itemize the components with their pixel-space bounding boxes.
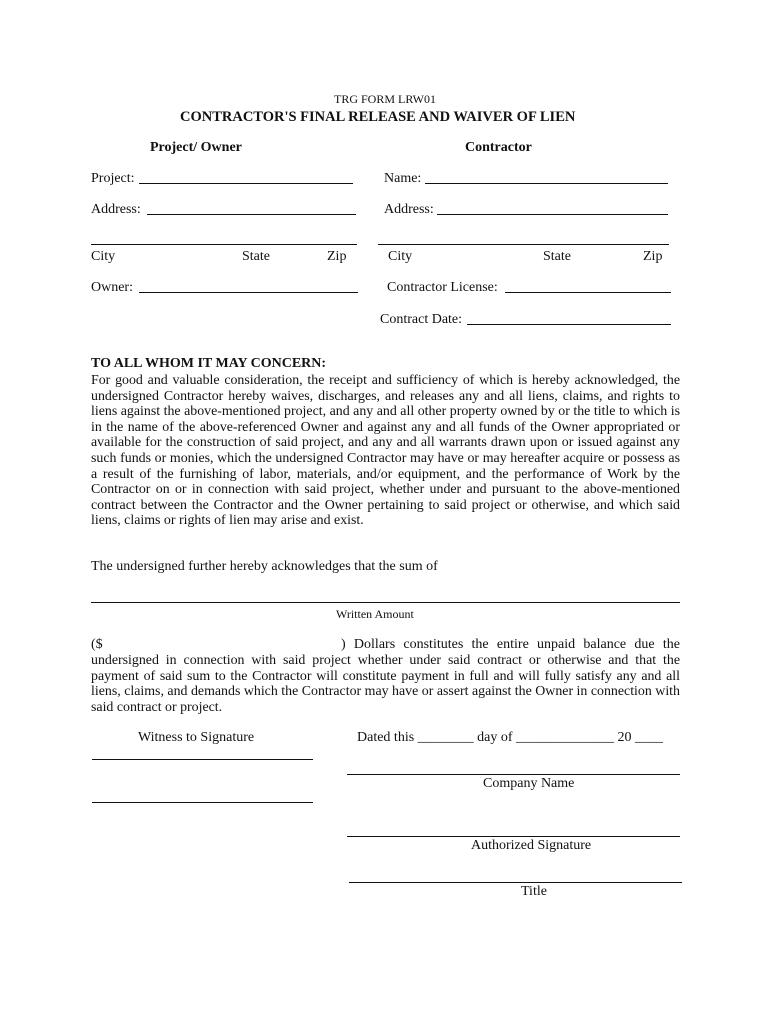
authorized-signature-label: Authorized Signature bbox=[471, 838, 592, 853]
amount-open: ($ bbox=[91, 637, 103, 652]
acknowledge-sentence: The undersigned further hereby acknowledges that the sum of bbox=[91, 559, 438, 574]
owner-label: Owner: bbox=[91, 280, 133, 295]
witness-signature-line-2[interactable] bbox=[92, 802, 313, 803]
owner-state-label: State bbox=[242, 249, 270, 264]
contractor-name-label: Name: bbox=[384, 171, 422, 186]
written-amount-label: Written Amount bbox=[336, 607, 414, 621]
project-label: Project: bbox=[91, 171, 135, 186]
contractor-zip-label: Zip bbox=[643, 249, 663, 264]
contract-date-field[interactable] bbox=[467, 324, 671, 325]
release-paragraph: For good and valuable consideration, the receipt and sufficiency of which is hereby acknowledged, the undersigned Contractor hereby waives, discharges, and releases any and all liens, claims, and rights to liens against the above-mentioned project, and any and all other property owned by or the title to which is in the name of the above-referenced Owner and against any and all funds of the Owner appropriated or available for the construction of said project, and any and all warrants drawn upon or issued against any such funds or monies, which the undersigned Contractor may have or may hereafter acquire or possess as a result of the furnishing of labor, materials, and/or equipment, and the performance of Work by the Contractor on or in connection with said project, whether under and pursuant to the above-mentioned contract between the Contractor and the Owner pertaining to said project or otherwise, and which said liens, claims or rights of lien may arise and exist. bbox=[91, 373, 680, 529]
balance-paragraph: undersigned in connection with said project whether under said contract or otherwise and that the payment of said sum to the Contractor will constitute payment in full and will fully satisfy any and all liens, claims, and demands which the Contractor may have or assert against the Owner in connection with said contract or project. bbox=[91, 653, 680, 715]
contractor-state-label: State bbox=[543, 249, 571, 264]
company-name-label: Company Name bbox=[483, 776, 575, 791]
form-title: CONTRACTOR'S FINAL RELEASE AND WAIVER OF LIEN bbox=[180, 109, 576, 125]
contractor-name-field[interactable] bbox=[425, 183, 668, 184]
numeric-amount-field[interactable] bbox=[108, 637, 338, 653]
owner-city-state-zip-field[interactable] bbox=[91, 244, 357, 245]
owner-zip-label: Zip bbox=[327, 249, 347, 264]
concern-heading: TO ALL WHOM IT MAY CONCERN: bbox=[91, 356, 327, 371]
contractor-address-field[interactable] bbox=[437, 214, 668, 215]
title-label: Title bbox=[521, 884, 547, 899]
form-code: TRG FORM LRW01 bbox=[334, 92, 437, 106]
contractor-address-label: Address: bbox=[384, 202, 434, 217]
contractor-license-field[interactable] bbox=[505, 292, 671, 293]
authorized-signature-field[interactable] bbox=[347, 836, 680, 837]
contractor-city-label: City bbox=[388, 249, 413, 264]
owner-field[interactable] bbox=[139, 292, 358, 293]
project-owner-heading: Project/ Owner bbox=[150, 140, 242, 155]
witness-label: Witness to Signature bbox=[138, 730, 255, 745]
contractor-license-label: Contractor License: bbox=[387, 280, 498, 295]
owner-address-label: Address: bbox=[91, 202, 141, 217]
project-field[interactable] bbox=[139, 183, 353, 184]
contract-date-label: Contract Date: bbox=[380, 312, 463, 327]
witness-signature-line-1[interactable] bbox=[92, 759, 313, 760]
title-field[interactable] bbox=[349, 882, 682, 883]
owner-address-field[interactable] bbox=[147, 214, 356, 215]
amount-close: ) Dollars constitutes the entire unpaid balance due the bbox=[341, 637, 680, 652]
company-name-field[interactable] bbox=[347, 774, 680, 775]
contractor-city-state-zip-field[interactable] bbox=[378, 244, 669, 245]
dated-text: Dated this ________ day of ______________ 20 ____ bbox=[357, 730, 664, 745]
written-amount-field[interactable] bbox=[91, 602, 680, 603]
owner-city-label: City bbox=[91, 249, 116, 264]
contractor-heading: Contractor bbox=[465, 140, 532, 155]
